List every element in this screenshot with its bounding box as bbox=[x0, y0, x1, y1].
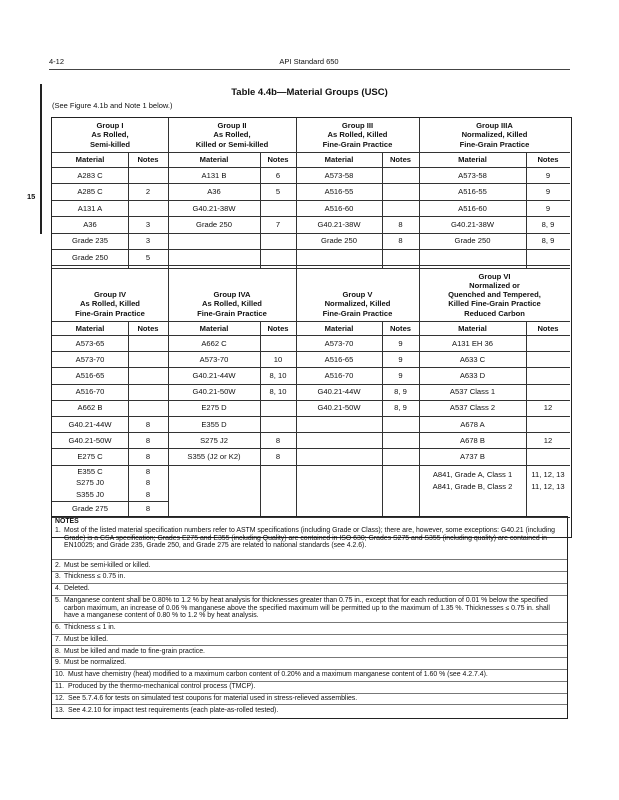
row-rule bbox=[52, 321, 570, 322]
note-text: Produced by the thermo-mechanical control process (TMCP). bbox=[68, 683, 256, 690]
material-cell: A516-70 bbox=[75, 387, 105, 397]
material-cell: A573-58 bbox=[458, 170, 487, 180]
note-number: 7. bbox=[55, 635, 61, 643]
material-column-header: Material bbox=[458, 324, 487, 333]
row-rule bbox=[52, 384, 570, 385]
material-column-header: Material bbox=[199, 324, 229, 333]
note-number: 11. bbox=[55, 683, 65, 690]
group-description: As Rolled, Killed bbox=[202, 299, 262, 309]
material-cell: A516-55 bbox=[458, 187, 487, 197]
notes-border bbox=[51, 516, 568, 719]
notes-cell: 9 bbox=[545, 187, 551, 197]
notes-cell: 8, 10 bbox=[269, 387, 287, 397]
material-cell: S355 (J2 or K2) bbox=[187, 452, 241, 461]
group-description: Normalized, Killed bbox=[324, 299, 391, 309]
material-cell: A633 D bbox=[459, 371, 486, 380]
material-cell: A131 B bbox=[201, 170, 227, 180]
note-text: Thickness ≤ 1 in. bbox=[64, 624, 116, 631]
group-divider bbox=[296, 118, 297, 517]
material-column-header: Material bbox=[75, 324, 105, 333]
group-description: Normalized or bbox=[469, 280, 520, 290]
note-text: Thickness ≤ 0.75 in. bbox=[64, 573, 126, 581]
material-cell: E355 D bbox=[201, 419, 227, 429]
notes-cell: 11, 12, 13 bbox=[531, 481, 565, 491]
group-description: Fine-Grain Practice bbox=[322, 308, 393, 318]
material-cell: Grade 250 bbox=[72, 252, 108, 262]
material-cell: A573-70 bbox=[75, 354, 105, 364]
margin-marker: 15 bbox=[27, 192, 36, 201]
material-cell: A516-60 bbox=[458, 203, 487, 213]
group-description: Reduced Carbon bbox=[464, 308, 525, 318]
material-cell: Grade 250 bbox=[321, 236, 357, 246]
material-column-header: Material bbox=[324, 324, 354, 333]
material-cell: A283 C bbox=[77, 170, 103, 180]
group-name: Group III bbox=[341, 121, 374, 131]
row-rule bbox=[52, 152, 570, 153]
column-divider bbox=[260, 321, 261, 517]
material-cell: A131 EH 36 bbox=[452, 338, 493, 348]
material-cell: A516-70 bbox=[324, 371, 354, 380]
material-cell: A36 bbox=[207, 187, 221, 197]
group-name: Group II bbox=[217, 121, 247, 131]
notes-cell: 8 bbox=[145, 478, 151, 488]
header-rule bbox=[49, 69, 570, 70]
column-divider bbox=[128, 152, 129, 268]
notes-column-header: Notes bbox=[267, 324, 289, 333]
notes-column-header: Notes bbox=[137, 155, 159, 164]
notes-column-header: Notes bbox=[389, 155, 412, 164]
row-rule bbox=[52, 416, 570, 417]
material-cell: A573-70 bbox=[199, 354, 229, 364]
notes-cell: 8, 10 bbox=[269, 371, 287, 380]
row-rule bbox=[52, 167, 570, 168]
notes-cell: 12 bbox=[543, 435, 553, 445]
material-cell: S275 J0 bbox=[76, 478, 104, 488]
material-cell: A516-60 bbox=[324, 203, 354, 213]
material-cell: E355 C bbox=[77, 466, 103, 476]
note-text: See 4.2.10 for impact test requirements (each plate-as-rolled tested). bbox=[68, 706, 279, 714]
group-description: As Rolled, Killed bbox=[80, 299, 140, 309]
row-rule bbox=[52, 183, 570, 184]
row-rule bbox=[52, 200, 570, 201]
change-bar bbox=[40, 84, 42, 234]
row-rule bbox=[52, 432, 570, 433]
row-rule bbox=[52, 501, 168, 502]
row-rule bbox=[52, 448, 570, 449]
notes-cell: 7 bbox=[275, 219, 281, 229]
row-rule bbox=[52, 400, 570, 401]
notes-cell: 3 bbox=[145, 219, 151, 229]
material-cell: A678 B bbox=[460, 435, 485, 445]
note-text: Must be killed. bbox=[64, 635, 109, 643]
note-number: 2. bbox=[55, 561, 61, 569]
column-divider bbox=[260, 152, 261, 268]
material-cell: A633 C bbox=[459, 354, 486, 364]
material-cell: G40.21-50W bbox=[68, 435, 112, 445]
notes-cell: 8 bbox=[275, 452, 281, 461]
table-title: Table 4.4b—Material Groups (USC) bbox=[231, 87, 388, 98]
notes-cell: 9 bbox=[545, 170, 551, 180]
notes-column-header: Notes bbox=[537, 155, 559, 164]
material-cell: Grade 250 bbox=[196, 219, 232, 229]
group-description: Quenched and Tempered, bbox=[448, 290, 541, 300]
note-number: 13. bbox=[55, 706, 65, 714]
notes-cell: 8, 9 bbox=[541, 219, 555, 229]
notes-cell: 8 bbox=[145, 452, 151, 461]
block-rule bbox=[52, 268, 570, 269]
notes-cell: 8 bbox=[145, 489, 151, 499]
notes-column-header: Notes bbox=[537, 324, 559, 333]
material-cell: A662 B bbox=[77, 403, 103, 413]
row-rule bbox=[52, 216, 570, 217]
group-description: Fine-Grain Practice bbox=[459, 139, 530, 149]
row-rule bbox=[52, 367, 570, 368]
material-cell: A841, Grade B, Class 2 bbox=[432, 481, 513, 491]
group-description: Semi-killed bbox=[89, 139, 131, 149]
notes-cell: 8, 9 bbox=[541, 236, 555, 246]
row-rule bbox=[52, 351, 570, 352]
notes-cell: 8 bbox=[398, 236, 403, 246]
note-text: Must have chemistry (heat) modified to a maximum carbon content of 0.20% and a maximum manganese content of 1.60 % (see 4.2.7.4). bbox=[68, 671, 488, 679]
material-cell: S275 J2 bbox=[200, 435, 228, 445]
note-text: Manganese content shall be 0.80% to 1.2 % by heat analysis for thicknesses greater than 0.75 in., except that for each reduction of 0.01 % below the specified carbon maximum, an increase of 0.06 % manganese above the specified maximum will be permitted up to the maximum of 1.35 %. Thicknesses ≤ 0.75 in. shall have a manganese content of 0.80 % to 1.2 % by heat analysis. bbox=[64, 597, 550, 620]
notes-cell: 9 bbox=[398, 371, 403, 380]
group-name: Group I bbox=[96, 121, 124, 131]
note-text: Must be killed and made to fine-grain practice. bbox=[64, 647, 205, 655]
note-number: 3. bbox=[55, 573, 61, 581]
group-description: Fine-Grain Practice bbox=[322, 139, 393, 149]
notes-cell: 8 bbox=[145, 435, 151, 445]
notes-cell: 8 bbox=[145, 503, 151, 513]
notes-cell: 8, 9 bbox=[394, 403, 407, 413]
material-cell: E275 D bbox=[201, 403, 227, 413]
material-cell: A678 A bbox=[460, 419, 485, 429]
group-description: Fine-Grain Practice bbox=[75, 308, 145, 318]
column-divider bbox=[382, 152, 383, 268]
column-divider bbox=[526, 321, 527, 517]
group-name: Group V bbox=[342, 290, 373, 300]
notes-block bbox=[55, 517, 565, 714]
material-cell: G40.21-50W bbox=[317, 403, 361, 413]
material-cell: A285 C bbox=[77, 187, 103, 197]
material-column-header: Material bbox=[458, 155, 487, 164]
notes-cell: 8, 9 bbox=[394, 387, 407, 397]
note-number: 1. bbox=[55, 527, 61, 534]
group-name: Group IV bbox=[93, 290, 127, 300]
material-cell: A131 A bbox=[77, 203, 103, 213]
material-column-header: Material bbox=[199, 155, 229, 164]
material-cell: A516-55 bbox=[324, 187, 354, 197]
page-number: 4-12 bbox=[49, 57, 65, 66]
material-cell: A537 Class 2 bbox=[449, 403, 496, 413]
group-description: Killed Fine-Grain Practice bbox=[448, 299, 541, 309]
material-cell: G40.21-44W bbox=[68, 419, 112, 429]
material-cell: A841, Grade A, Class 1 bbox=[432, 469, 513, 479]
material-cell: A573-65 bbox=[75, 338, 105, 348]
running-title: API Standard 650 bbox=[279, 57, 339, 66]
notes-cell: 8 bbox=[275, 435, 281, 445]
material-cell: A537 Class 1 bbox=[449, 387, 496, 397]
material-groups-table bbox=[51, 117, 572, 538]
notes-cell: 2 bbox=[145, 187, 151, 197]
group-divider bbox=[419, 118, 420, 517]
group-description: Killed or Semi-killed bbox=[195, 139, 269, 149]
note-text: Must be semi-killed or killed. bbox=[64, 561, 151, 569]
notes-column-header: Notes bbox=[389, 324, 412, 333]
group-description: As Rolled, Killed bbox=[327, 130, 388, 140]
notes-cell: 6 bbox=[275, 170, 281, 180]
notes-cell: 5 bbox=[145, 252, 151, 262]
notes-cell: 8 bbox=[398, 219, 403, 229]
note-text: Deleted. bbox=[64, 585, 90, 593]
notes-column-header: Notes bbox=[267, 155, 289, 164]
note-number: 9. bbox=[55, 659, 61, 667]
group-name: Group IVA bbox=[213, 290, 251, 300]
material-column-header: Material bbox=[75, 155, 105, 164]
material-cell: Grade 235 bbox=[72, 236, 108, 246]
material-cell: A737 B bbox=[460, 452, 485, 461]
group-divider bbox=[168, 118, 169, 517]
notes-cell: 11, 12, 13 bbox=[531, 469, 565, 479]
material-cell: A36 bbox=[83, 219, 97, 229]
notes-cell: 3 bbox=[145, 236, 151, 246]
material-column-header: Material bbox=[324, 155, 354, 164]
note-text: Most of the listed material specification numbers refer to ASTM specifications (including Grade or Class); there are, however, some exceptions: G40.21 (including Grade) is a CSA specification; Grades E275 and E355 (including Quality) are contained in ISO 630; Grades S275 and S355 (including quality) are contained in EN10025; and Grade 235, Grade 250, and Grade 275 are related to national standards (see 4.2.6). bbox=[64, 527, 555, 550]
notes-column-header: Notes bbox=[137, 324, 159, 333]
notes-cell: 9 bbox=[398, 338, 403, 348]
material-cell: E275 C bbox=[77, 452, 103, 461]
note-number: 8. bbox=[55, 647, 61, 655]
column-divider bbox=[382, 321, 383, 517]
row-rule bbox=[52, 249, 570, 250]
group-description: Normalized, Killed bbox=[461, 130, 528, 140]
page-header bbox=[49, 57, 569, 69]
material-cell: A516-65 bbox=[324, 354, 354, 364]
material-cell: G40.21-44W bbox=[192, 371, 236, 380]
column-divider bbox=[128, 321, 129, 517]
column-divider bbox=[526, 152, 527, 268]
row-rule bbox=[52, 465, 570, 466]
note-text: Must be normalized. bbox=[64, 659, 127, 667]
group-description: As Rolled, bbox=[213, 130, 251, 140]
material-cell: A516-65 bbox=[75, 371, 105, 380]
group-description: As Rolled, bbox=[91, 130, 129, 140]
notes-cell: 5 bbox=[275, 187, 281, 197]
notes-cell: 12 bbox=[543, 403, 553, 413]
note-number: 4. bbox=[55, 585, 61, 593]
material-cell: G40.21-44W bbox=[317, 387, 361, 397]
note-text: See 5.7.4.6 for tests on simulated test coupons for material used in stress-relieved assemblies. bbox=[68, 694, 358, 702]
row-rule bbox=[52, 233, 570, 234]
notes-cell: 8 bbox=[145, 466, 151, 476]
notes-heading: NOTES bbox=[55, 518, 79, 525]
material-cell: Grade 250 bbox=[454, 236, 491, 246]
group-name: Group VI bbox=[478, 271, 511, 281]
row-rule bbox=[52, 335, 570, 336]
note-number: 10. bbox=[55, 671, 65, 679]
material-cell: G40.21-38W bbox=[317, 219, 361, 229]
material-cell: A573-70 bbox=[324, 338, 354, 348]
material-cell: G40.21-38W bbox=[192, 203, 236, 213]
row-rule bbox=[52, 265, 570, 266]
notes-cell: 8 bbox=[145, 419, 151, 429]
note-number: 12. bbox=[55, 694, 65, 702]
group-description: Fine-Grain Practice bbox=[197, 308, 267, 318]
material-cell: G40.21-38W bbox=[450, 219, 495, 229]
material-cell: A662 C bbox=[201, 338, 227, 348]
group-name: Group IIIA bbox=[476, 121, 513, 131]
material-cell: G40.21-50W bbox=[192, 387, 236, 397]
table-see-note: (See Figure 4.1b and Note 1 below.) bbox=[52, 101, 173, 110]
material-cell: S355 J0 bbox=[76, 489, 104, 499]
notes-cell: 9 bbox=[545, 203, 551, 213]
notes-cell: 9 bbox=[398, 354, 403, 364]
note-number: 6. bbox=[55, 624, 61, 631]
material-cell: Grade 275 bbox=[72, 503, 108, 513]
notes-cell: 10 bbox=[273, 354, 283, 364]
material-cell: A573-58 bbox=[324, 170, 354, 180]
note-number: 5. bbox=[55, 597, 61, 604]
